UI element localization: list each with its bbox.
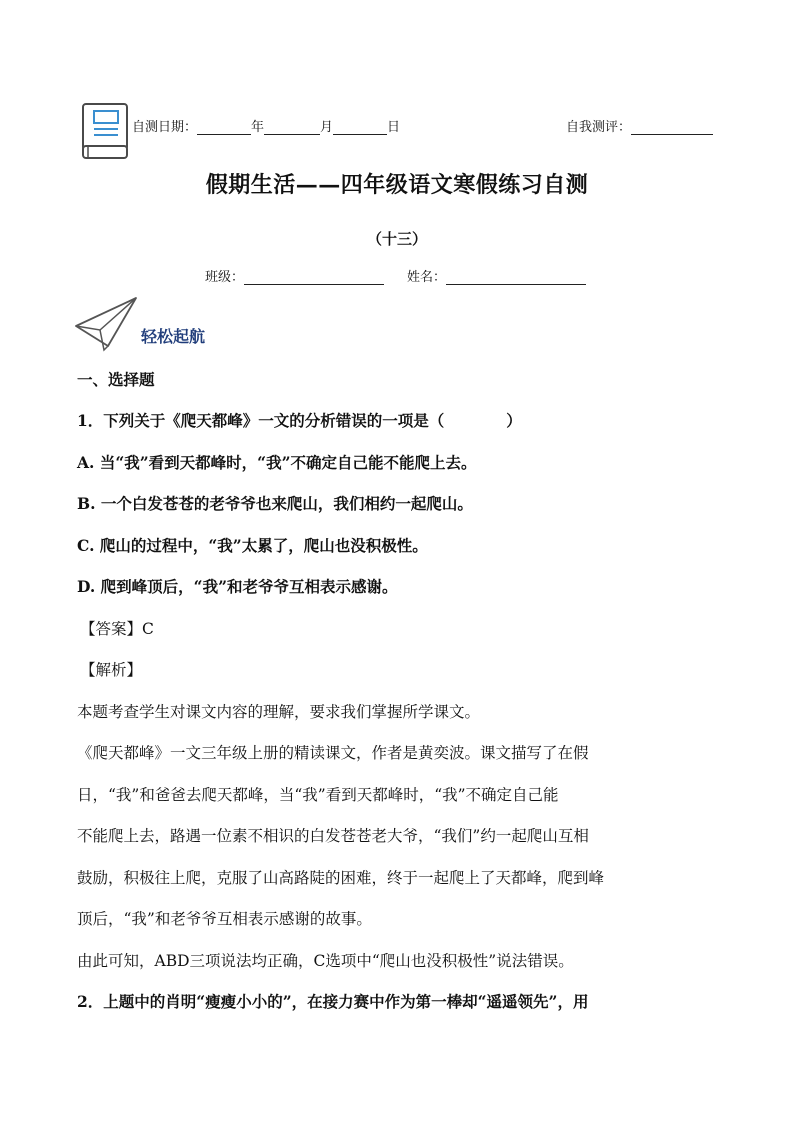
month-blank[interactable] bbox=[264, 120, 320, 135]
analysis-line-2: 《爬天都峰》一文三年级上册的精读课文，作者是黄奕波。课文描写了在假 bbox=[77, 744, 589, 762]
part-heading: 一、选择题 bbox=[77, 370, 155, 389]
year-label: 年 bbox=[251, 120, 265, 135]
class-field bbox=[205, 266, 384, 285]
question-2-stem: 2．上题中的肖明“瘦瘦小小的”，在接力赛中作为第一棒却“遥遥领先”，用 bbox=[77, 992, 589, 1011]
question-1-option-d: D. 爬到峰顶后，“我”和老爷爷互相表示感谢。 bbox=[77, 577, 398, 596]
analysis-line-4: 不能爬上去，路遇一位素不相识的白发苍苍老大爷，“我们”约一起爬山互相 bbox=[77, 827, 589, 845]
day-label: 日 bbox=[387, 120, 401, 135]
analysis-line-3: 日，“我”和爸爸去爬天都峰，当“我”看到天都峰时，“我”不确定自己能 bbox=[77, 786, 559, 804]
class-label: 班级： bbox=[205, 270, 245, 285]
answer-line bbox=[80, 617, 154, 639]
name-label: 姓名： bbox=[407, 270, 447, 285]
self-eval-blank[interactable] bbox=[631, 120, 713, 135]
analysis-line-5: 鼓励，积极往上爬，克服了山高路陡的困难，终于一起爬上了天都峰，爬到峰 bbox=[77, 869, 605, 887]
name-blank[interactable] bbox=[446, 270, 586, 285]
year-blank[interactable] bbox=[197, 120, 251, 135]
page-subtitle: （十三） bbox=[366, 230, 427, 248]
analysis-line-7: 由此可知，ABD三项说法均正确，C选项中“爬山也没积极性”说法错误。 bbox=[77, 952, 574, 970]
day-blank[interactable] bbox=[333, 120, 387, 135]
book-icon bbox=[80, 102, 130, 160]
question-1-option-a: A. 当“我”看到天都峰时，“我”不确定自己能不能爬上去。 bbox=[77, 453, 477, 472]
paper-plane-icon bbox=[74, 296, 140, 352]
self-test-date bbox=[132, 116, 400, 135]
self-eval-label: 自我测评： bbox=[566, 120, 632, 135]
section-title: 轻松起航 bbox=[141, 327, 206, 346]
question-1-stem: 1．下列关于《爬天都峰》一文的分析错误的一项是（ ） bbox=[77, 411, 522, 430]
answer-value: C bbox=[142, 620, 154, 638]
name-field bbox=[407, 266, 586, 285]
question-1-option-b: B. 一个白发苍苍的老爷爷也来爬山，我们相约一起爬山。 bbox=[77, 494, 473, 513]
question-1-option-c: C. 爬山的过程中，“我”太累了，爬山也没积极性。 bbox=[77, 536, 428, 555]
self-evaluation bbox=[566, 116, 713, 135]
class-blank[interactable] bbox=[244, 270, 384, 285]
analysis-label: 【解析】 bbox=[80, 661, 143, 679]
date-label: 自测日期： bbox=[132, 120, 198, 135]
answer-label: 【答案】 bbox=[80, 620, 143, 638]
page-title: 假期生活——四年级语文寒假练习自测 bbox=[205, 172, 589, 198]
analysis-line-6: 顶后，“我”和老爷爷互相表示感谢的故事。 bbox=[77, 910, 372, 928]
analysis-line-1: 本题考查学生对课文内容的理解，要求我们掌握所学课文。 bbox=[77, 703, 481, 721]
month-label: 月 bbox=[320, 120, 334, 135]
